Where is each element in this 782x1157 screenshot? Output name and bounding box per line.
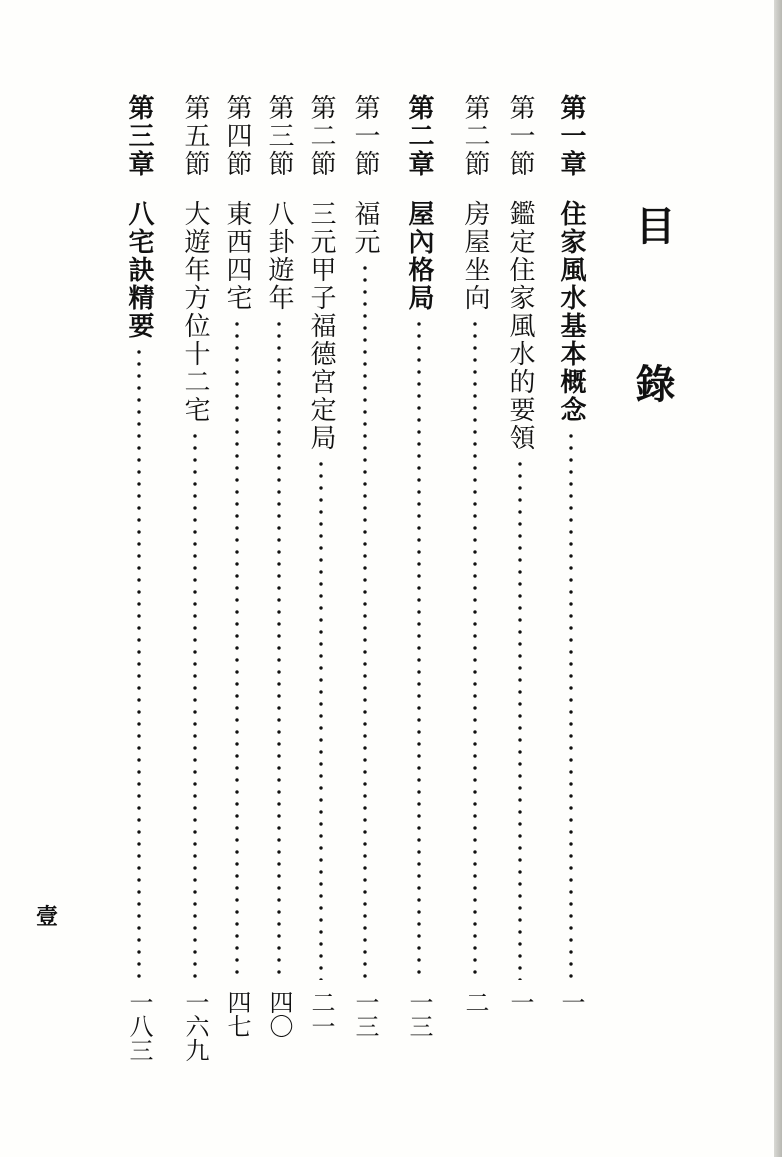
dot-leader — [277, 318, 281, 980]
toc-entry-page: 一 — [506, 990, 534, 1014]
toc-entry-page: 一六九 — [181, 990, 209, 1062]
toc-entry-label: 第三節 — [264, 94, 294, 178]
toc-entry-heading: 住家風水基本概念 — [556, 200, 586, 424]
toc-entry-label: 第二節 — [306, 94, 336, 178]
toc-entry-section-2-3 — [264, 94, 294, 1070]
toc-entry-heading: 東西四宅 — [222, 200, 252, 312]
toc-entry-page: 一 — [557, 990, 585, 1014]
toc-entry-heading: 大遊年方位十二宅 — [180, 200, 210, 424]
toc-entry-chapter-2 — [404, 94, 434, 1070]
toc-entry-label: 第一章 — [556, 94, 586, 178]
toc-entry-label: 第一節 — [505, 94, 535, 178]
toc-entry-section-1-1 — [505, 94, 535, 1070]
toc-entry-section-2-4 — [222, 94, 252, 1070]
toc-entry-page: 一八三 — [125, 990, 153, 1062]
dot-leader — [137, 346, 141, 980]
toc-entry-heading: 房屋坐向 — [460, 200, 490, 312]
toc-entry-heading: 福元 — [350, 200, 380, 256]
toc-entry-heading: 八卦遊年 — [264, 200, 294, 312]
toc-entry-label: 第一節 — [350, 94, 380, 178]
toc-entry-section-2-5 — [180, 94, 210, 1070]
page-folio: 壹 — [36, 904, 59, 930]
toc-entry-heading: 三元甲子福德宮定局 — [306, 200, 336, 452]
dot-leader — [319, 458, 323, 980]
dot-leader — [473, 318, 477, 980]
dot-leader — [417, 318, 421, 980]
dot-leader — [363, 262, 367, 980]
toc-entry-section-2-2 — [306, 94, 336, 1070]
toc-entry-label: 第五節 — [180, 94, 210, 178]
toc-entry-heading: 鑑定住家風水的要領 — [505, 200, 535, 452]
toc-entry-page: 二一 — [307, 990, 335, 1038]
toc-entry-heading: 八宅訣精要 — [124, 200, 154, 340]
toc-entry-page: 一三 — [351, 990, 379, 1038]
page-edge — [774, 0, 782, 1157]
toc-entry-page: 二 — [461, 990, 489, 1014]
toc-entry-label: 第三章 — [124, 94, 154, 178]
toc-entry-chapter-3 — [124, 94, 154, 1070]
toc-entry-label: 第二章 — [404, 94, 434, 178]
page-title: 目 錄 — [629, 205, 675, 439]
dot-leader — [193, 430, 197, 980]
toc-entry-heading: 屋內格局 — [404, 200, 434, 312]
toc-entry-section-1-2 — [460, 94, 490, 1070]
toc-entry-section-2-1 — [350, 94, 380, 1070]
toc-entry-page: 一三 — [405, 990, 433, 1038]
toc-entry-label: 第四節 — [222, 94, 252, 178]
toc-entry-page: 四七 — [223, 990, 251, 1038]
dot-leader — [235, 318, 239, 980]
dot-leader — [518, 458, 522, 980]
toc-entry-label: 第二節 — [460, 94, 490, 178]
dot-leader — [569, 430, 573, 980]
toc-entry-chapter-1 — [556, 94, 586, 1070]
toc-entry-page: 四〇 — [265, 990, 293, 1038]
